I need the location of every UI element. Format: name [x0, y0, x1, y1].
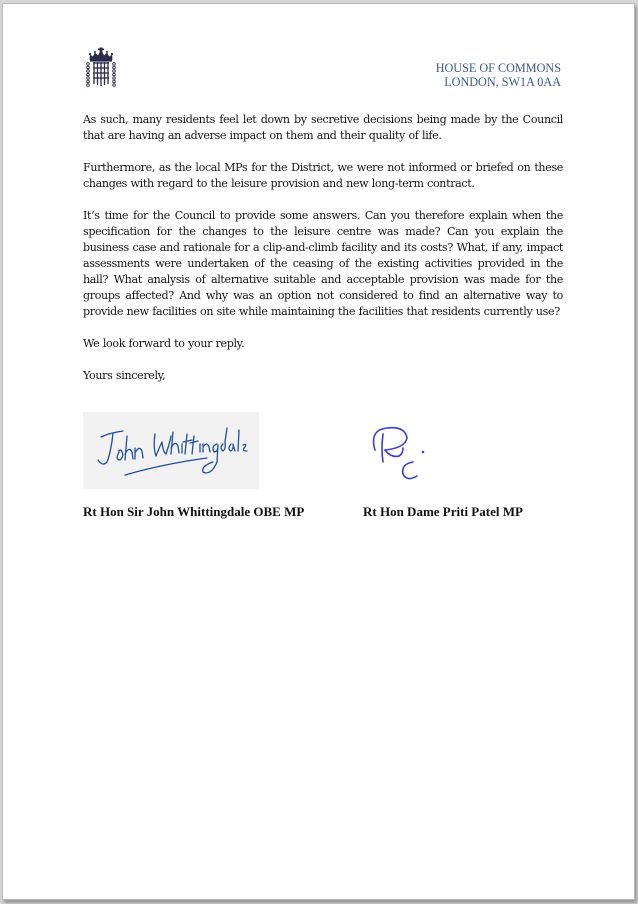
signer-name-john-whittingdale: Rt Hon Sir John Whittingdale OBE MP	[83, 504, 305, 519]
letter-body	[83, 112, 563, 400]
body-paragraph: As such, many residents feel let down by secretive decisions being made by the Council that are having an adverse impact on them and their quality of life.	[83, 113, 563, 142]
closing-salutation: Yours sincerely,	[83, 369, 166, 382]
address-line-2: LONDON, SW1A 0AA	[444, 75, 561, 89]
signature-priti-patel	[365, 418, 433, 484]
signer-name-priti-patel: Rt Hon Dame Priti Patel MP	[363, 504, 523, 519]
address-line-1: HOUSE OF COMMONS	[435, 61, 561, 75]
letter-page	[2, 3, 635, 900]
letterhead-address	[436, 61, 561, 89]
body-paragraph: Furthermore, as the local MPs for the District, we were not informed or briefed on these changes with regard to the leisure provision and new long-term contract.	[83, 161, 563, 190]
portcullis-crest-icon	[83, 47, 119, 91]
body-paragraph: We look forward to your reply.	[83, 337, 245, 350]
signature-john-whittingdale	[83, 412, 259, 489]
body-paragraph: It’s time for the Council to provide some answers. Can you therefore explain when the specification for the changes to the leisure centre was made? Can you explain the business case and rationale for a clip-and-climb facility and its costs? What, if any, impact assessments were undertaken of the ceasing of the existing activities provided in the hall? What analysis of alternative suitable and acceptable provision was made for the groups affected? And why was an option not considered to find an alternative way to provide new facilities on site while maintaining the facilities that residents currently use?	[83, 209, 563, 318]
